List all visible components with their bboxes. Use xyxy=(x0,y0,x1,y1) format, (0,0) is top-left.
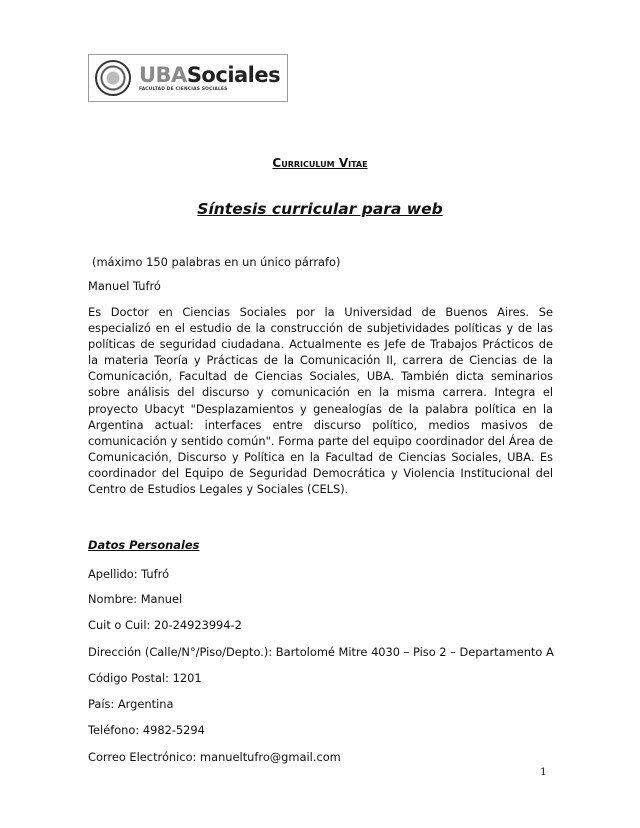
word-limit-note: (máximo 150 palabras en un único párrafo) xyxy=(92,255,341,269)
page-number: 1 xyxy=(540,766,547,778)
postal-code-field: Código Postal: 1201 xyxy=(88,671,202,685)
personal-data-heading: Datos Personales xyxy=(88,538,200,552)
logo-subtitle: FACULTAD DE CIENCIAS SOCIALES xyxy=(139,87,228,92)
cuit-field: Cuit o Cuil: 20-24923994-2 xyxy=(88,618,242,632)
surname-field: Apellido: Tufró xyxy=(88,567,170,581)
uba-sociales-logo xyxy=(88,54,288,102)
logo-sociales: Sociales xyxy=(186,63,281,87)
uba-seal-icon xyxy=(95,60,131,96)
synthesis-title: Síntesis curricular para web xyxy=(197,200,443,218)
address-field: Dirección (Calle/N°/Piso/Depto.): Bartolomé Mitre 4030 – Piso 2 – Departamento A xyxy=(88,645,554,659)
logo-uba: UBA xyxy=(139,63,187,87)
country-field: País: Argentina xyxy=(88,697,174,711)
first-name-field: Nombre: Manuel xyxy=(88,592,183,606)
bio-paragraph: Es Doctor en Ciencias Sociales por la Universidad de Buenos Aires. Se especializó en el estudio de la construcción de subjetividades políticas y de las políticas de seguridad ciudadana. Actualmente es Jefe de Trabajos Prácticos de la materia Teoría y Prácticas de la Comunicación II, carrera de Ciencias de la Comunicación, Facultad de Ciencias Sociales, UBA. También dicta seminarios sobre análisis del discurso y comunicación en la misma carrera. Integra el proyecto Ubacyt "Desplazamientos y genealogías de la palabra política en la Argentina actual: interfaces entre discurso político, medios masivos de comunicación y sentido común". Forma parte del equipo coordinador del Área de Comunicación, Discurso y Política en la Facultad de Ciencias Sociales, UBA. Es coordinador del Equipo de Seguridad Democrática y Violencia Institucional del Centro de Estudios Legales y Sociales (CELS). xyxy=(88,305,553,497)
cv-title: Curriculum Vitae xyxy=(272,156,368,170)
person-name: Manuel Tufró xyxy=(88,279,161,293)
logo-text xyxy=(139,64,280,92)
email-field: Correo Electrónico: manueltufro@gmail.com xyxy=(88,750,341,764)
phone-field: Teléfono: 4982-5294 xyxy=(88,723,205,737)
logo-wordmark xyxy=(139,64,280,86)
